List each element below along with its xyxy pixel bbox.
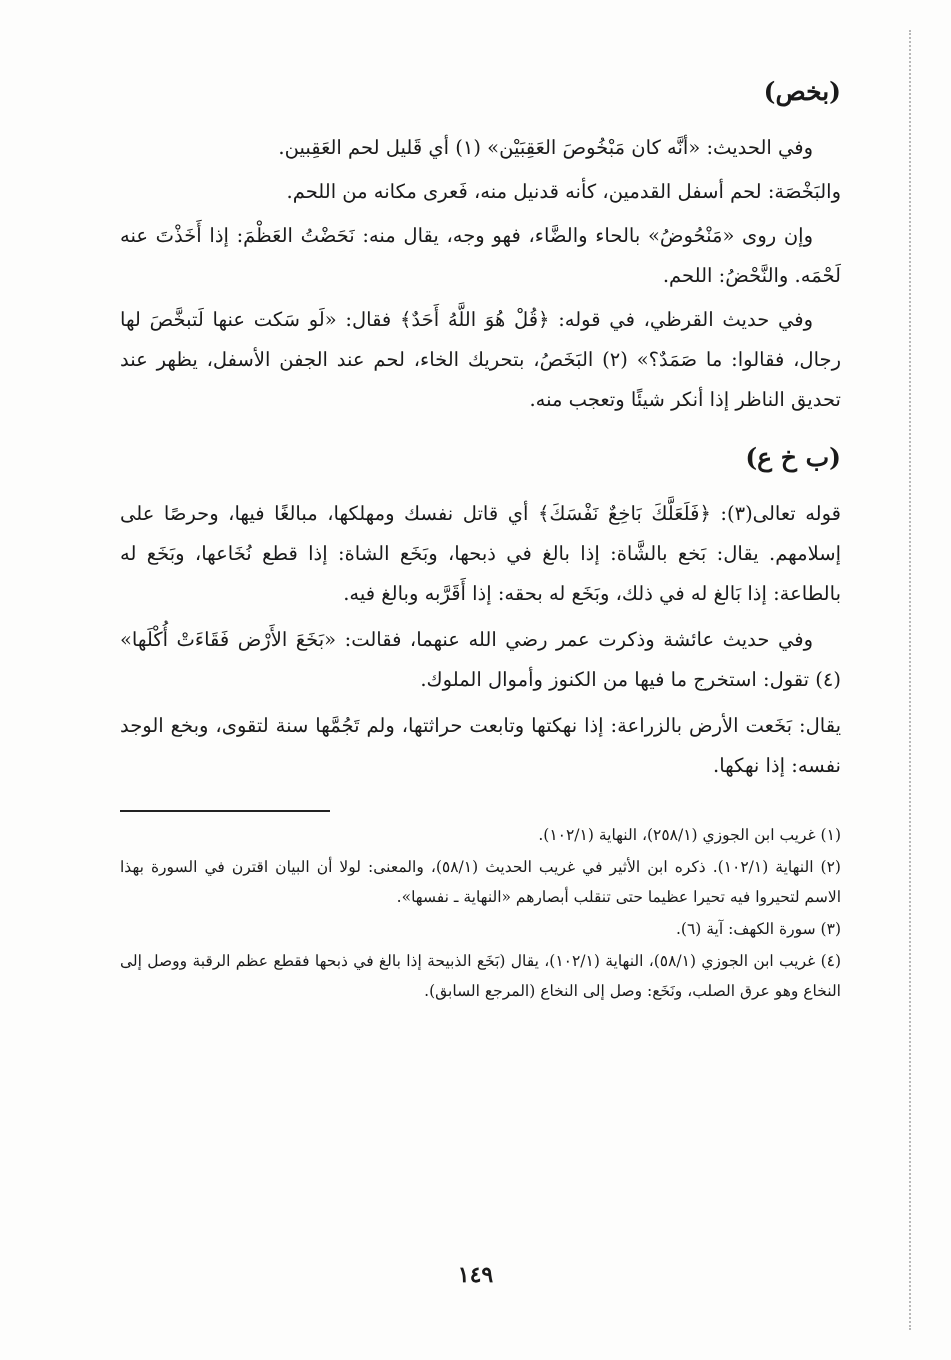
footnote: (٣) سورة الكهف: آية (٦). [675,920,841,938]
page-number: ١٤٩ [457,1262,494,1288]
footnote: (١) غريب ابن الجوزي (٢٥٨/١)، النهاية (١٠٢/١). [538,826,841,844]
footnote: (٢) النهاية (١٠٢/١). ذكره ابن الأثير في غريب الحديث (٥٨/١)، والمعنى: لولا أن البيان اقترن في السورة بهذا الاسم لتحيروا فيه تحيرا عظيما حتى تنقلب أبصارهم «النهاية ـ نفسها». [120,858,841,906]
paragraph: وفي حديث القرظي، في قوله: ﴿قُلْ هُوَ اللَّهُ أَحَدٌ﴾ فقال: «لَو سَكت عنها لَتبخَّصَ لها رجال، فقالوا: ما صَمَدٌ؟» (٢) البَخَصُ، بتحريك الخاء، لحم عند الجفن الأسفل، يظهر عند تحديق الناظر إذا أنكر شيئًا وتعجب منه. [120,308,842,411]
paragraph: والبَخْصَة: لحم أسفل القدمين، كأنه قدنيل منه، فَعرى مكانه من اللحم. [286,180,841,203]
paragraph: وفي الحديث: «أنَّه كان مَبْخُوصَ العَقِبَيْن» (١) أي قَليل لحم العَقِبين. [278,136,813,159]
footnotes [120,820,841,1006]
entry-heading-bkhs: (بخص) [763,77,841,106]
paragraph: يقال: بَخَعت الأرض بالزراعة: إذا نهكتها وتابعت حراثتها، ولم تَجُمَّها سنة لتقوى، وبخع الوجد نفسه: إذا نهكها. [120,714,841,777]
paragraph: وفي حديث عائشة وذكرت عمر رضي الله عنهما، فقالت: «بَخَعَ الأَرْض فَقَاءَتْ أُكْلَها» (٤) تقول: استخرج ما فيها من الكنوز وأموال الملوك. [120,628,841,691]
paragraph: قوله تعالى(٣): ﴿فَلَعَلَّكَ بَاخِعٌ نَفْسَكَ﴾ أي قاتل نفسك ومهلكها، مبالغًا فيها، وحرصًا على إسلامهم. يقال: بَخع بالشَّاة: إذا بالغ في ذبحها، وبَخَع الشاة: إذا قطع نُخَاعها، وبَخَع له بالطاعة: إذا بَالغ له في ذلك، وبَخَع له بحقه: إذا أَقَرَّبه وبالغ فيه. [120,502,841,605]
page-edge-dots [909,30,911,1330]
paragraph: وإن روى «مَنْحُوضُ» بالحاء والضَّاء، فهو وجه، يقال منه: نَحَضْتُ العَظْمَ: إذا أَخَذْتَ عنه لَحْمَه. والنَّحْضُ: اللحم. [120,224,841,287]
entry-heading-bkha: (ب خ ع) [745,443,841,472]
page-content [120,70,841,1008]
footnote: (٤) غريب ابن الجوزي (٥٨/١)، النهاية (١٠٢/١)، يقال (بَخَع الذبيحة إذا بالغ في ذبحها فقطع عظم الرقبة ووصل إلى النخاع وهو عرق الصلب، ونَخَع: وصل إلى النخاع (المرجع السابق). [120,952,842,1000]
footnote-divider [120,810,330,812]
